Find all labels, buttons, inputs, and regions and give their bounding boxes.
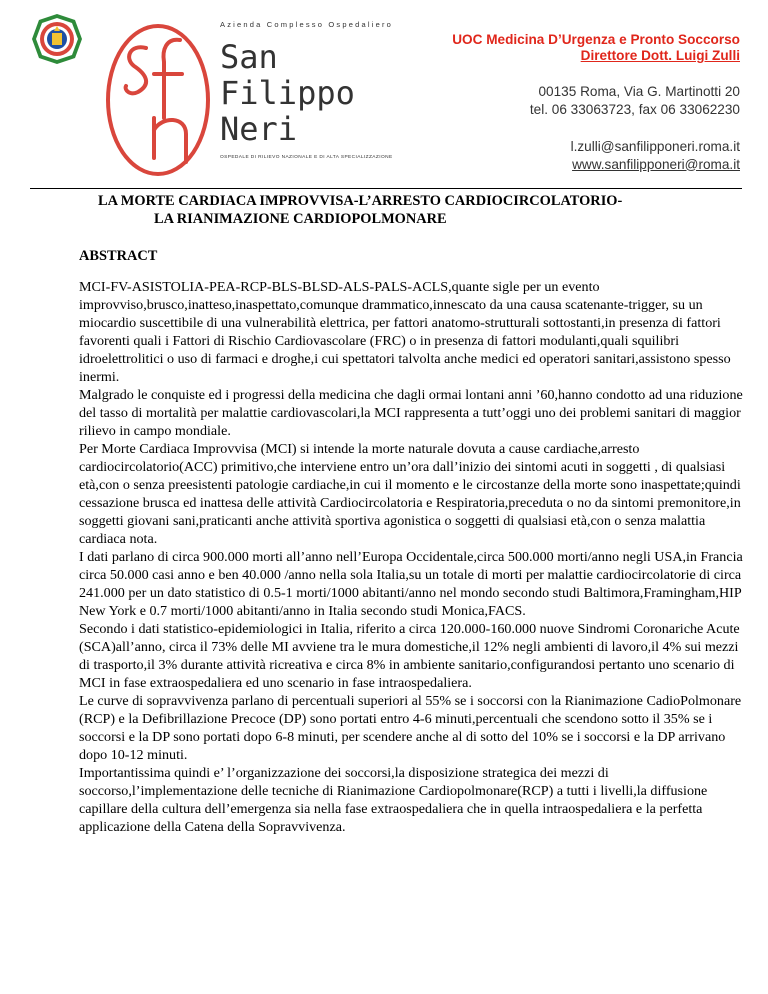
organization-name	[220, 39, 420, 147]
regional-crest-icon	[30, 12, 84, 66]
header-divider	[30, 188, 742, 189]
website-link[interactable]: www.sanfilipponeri@roma.it	[572, 156, 740, 172]
abstract-body	[79, 278, 743, 836]
organization-name-line: Neri	[220, 110, 298, 148]
department-title: UOC Medicina D’Urgenza e Pronto Soccorso	[452, 32, 740, 47]
organization-name-line: San	[220, 38, 278, 76]
address-block	[530, 83, 740, 118]
organization-block	[220, 20, 420, 160]
organization-subtitle: OSPEDALE DI RILIEVO NAZIONALE E DI ALTA SPECIALIZZAZIONE	[220, 155, 393, 160]
section-heading: ABSTRACT	[79, 248, 158, 264]
sfn-monogram-logo	[102, 22, 214, 178]
address-line: 00135 Roma, Via G. Martinotti 20	[538, 84, 740, 99]
director-name: Direttore Dott. Luigi Zulli	[580, 48, 740, 63]
contact-block	[571, 138, 740, 173]
organization-name-line: Filippo	[220, 74, 355, 112]
document-title-line: LA MORTE CARDIACA IMPROVVISA-L’ARRESTO CARDIOCIRCOLATORIO-	[98, 193, 623, 209]
paragraph: Importantissima quindi e’ l’organizzazione dei soccorsi,la disposizione strategica dei mezzi di soccorso,l’implementazione delle tecniche di Rianimazione Cardiopolmonare(RCP) a tutti i livelli,la diffusione capillare della cultura dell’emergenza sia nella fase extraospedaliera che in quella intraospedaliera e la perfetta applicazione della Catena della Sopravvivenza.	[79, 765, 708, 835]
phone-line: tel. 06 33063723, fax 06 33062230	[529, 101, 740, 117]
paragraph: Secondo i dati statistico-epidemiologici in Italia, riferito a circa 120.000-160.000 nuove Sindromi Coronariche Acute (SCA)all’anno, circa il 73% delle MI avviene tra le mura domestiche,il 12% negli ambienti di lavoro,il 4% sui mezzi di trasporto,il 3% durante attività ricreativa e circa 8% in ambiente sanitario,configurandosi pertanto uno scenario di MCI in fase extraospedaliera ed uno scenario in fase intraospedaliera.	[79, 621, 740, 691]
organization-line: Azienda Complesso Ospedaliero	[220, 20, 394, 29]
department-block	[452, 32, 740, 64]
document-title-line: LA RIANIMAZIONE CARDIOPOLMONARE	[154, 211, 447, 227]
paragraph: Le curve di sopravvivenza parlano di percentuali superiori al 55% se i soccorsi con la Rianimazione CadioPolmonare (RCP) e la Defibrillazione Precoce (DP) sono portati entro 4-6 minuti,percentuali che scendono sotto il 35% se i soccorsi e la DP sono portati dopo 6-8 minuti, per scendere anche al di sotto del 10% se i soccorsi e la DP arrivano dopo 10-12 minuti.	[79, 693, 742, 763]
paragraph: MCI-FV-ASISTOLIA-PEA-RCP-BLS-BLSD-ALS-PALS-ACLS,quante sigle per un evento improvviso,brusco,inatteso,inaspettato,comunque drammatico,innescato da una causa scatenante-trigger, su un miocardio suscettibile di una vulnerabilità elettrica, per fattori anatomo-strutturali sottostanti,in presenza di fattori favorenti quali i Fattori di Rischio Cardiovascolare (FRC) o in presenza di fattori modulanti,quali squilibri idroelettrolitici o uso di farmaci e droghe,i cui spettatori talvolta anche medici ed operatori sanitari,assistono spesso inermi.	[79, 279, 731, 385]
paragraph: Malgrado le conquiste ed i progressi della medicina che dagli ormai lontani anni ’60,hanno condotto ad una riduzione del tasso di mortalità per malattie cardiovascolari,la MCI rappresenta a tutt’oggi uno dei problemi sanitari di maggior rilievo in campo mondiale.	[79, 387, 743, 439]
paragraph: Per Morte Cardiaca Improvvisa (MCI) si intende la morte naturale dovuta a cause cardiache,arresto cardiocircolatorio(ACC) primitivo,che interviene entro un’ora dall’inizio dei sintomi acuti in soggetti , di qualsiasi età,con o senza preesistenti patologie cardiache,in cui il momento e le circostanze della morte sono inaspettate;quindi cessazione brusca ed inattesa delle attività Cardiocircolatoria e Respiratoria,preceduta o no da sintomi premonitore,in soggetti giovani sani,praticanti anche attività sportiva agonistica o soggetti di qualsiasi età,con o senza malattia cardiaca nota.	[79, 441, 741, 547]
email-line: l.zulli@sanfilipponeri.roma.it	[570, 139, 740, 154]
document-title	[98, 192, 738, 228]
paragraph: I dati parlano di circa 900.000 morti all’anno nell’Europa Occidentale,circa 500.000 morti/anno negli USA,in Francia circa 50.000 casi anno e ben 40.000 /anno nella sola Italia,su un totale di morti per malattie cardiocircolatorie di circa 241.000 per un dato statistico di 0.5-1 morti/1000 abitanti/anno nel mondo secondo studi Baltimora,Framingham,HIP New York e 0.7 morti/1000 abitanti/anno in Italia secondo studi Monica,FACS.	[79, 549, 743, 619]
